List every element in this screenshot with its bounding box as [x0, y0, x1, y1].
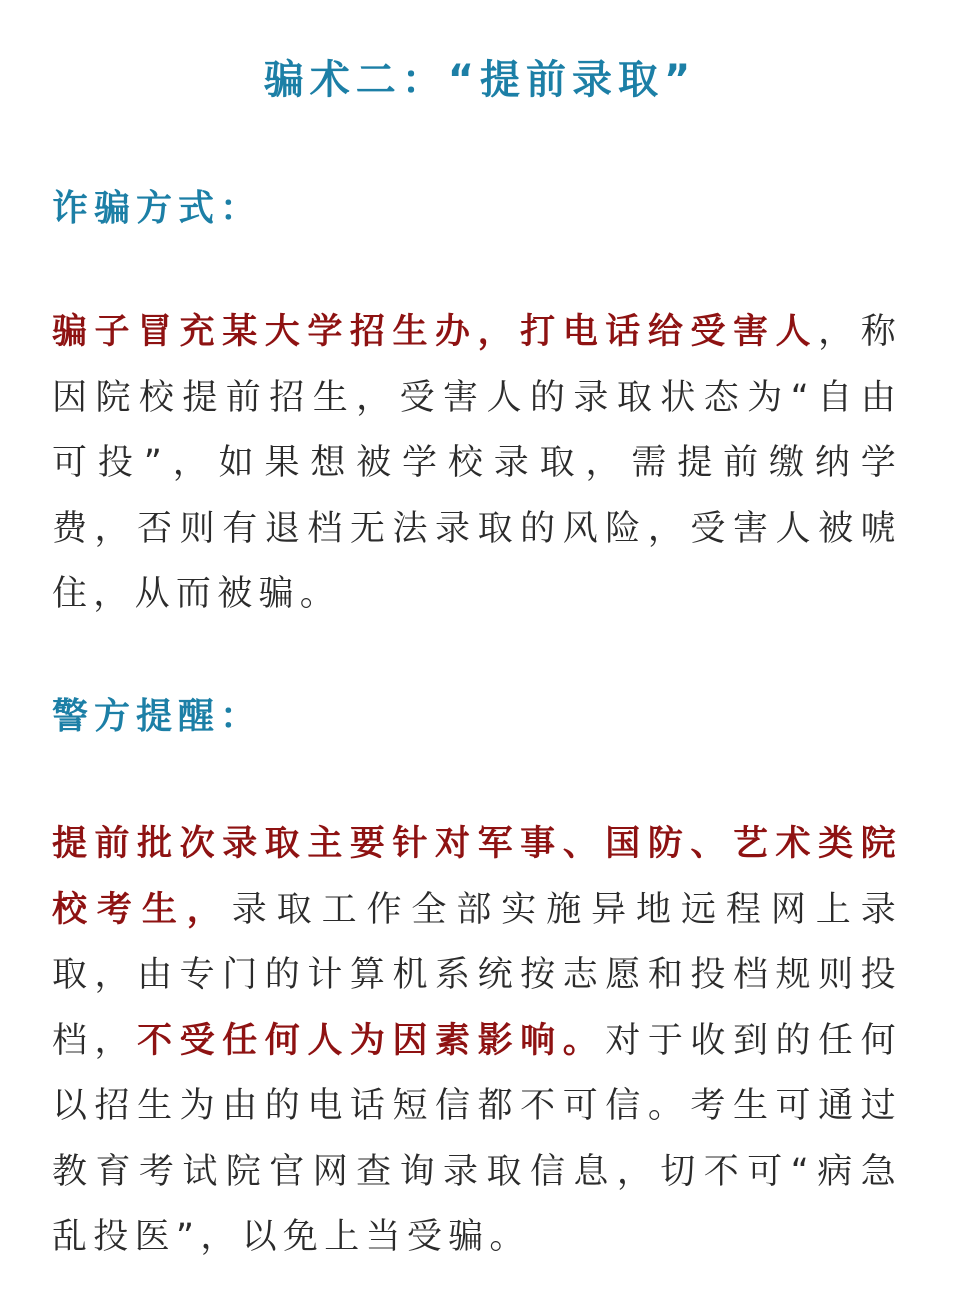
body-text: ，称因院校提前招生，受害人的录取状态为“自由可投”，如果想被学校录取，需提前缴纳学费，否则有退档无法录取的风险，受害人被唬住，从而被骗。 [52, 312, 902, 614]
scam-method-paragraph [52, 300, 902, 628]
police-reminder-paragraph [52, 812, 902, 1271]
body-text: 对于收到的任何以招生为由的电话短信都不可信。考生可通过教育考试院官网查询录取信息，切不可“病急乱投医”，以免上当受骗。 [52, 1020, 902, 1257]
section-heading-police-reminder: 警方提醒： [52, 696, 263, 737]
highlight-text: 骗子冒充某大学招生办，打电话给受害人 [52, 312, 819, 352]
section-heading-scam-method: 诈骗方式： [52, 188, 263, 229]
page-title: 骗术二：“提前录取” [263, 57, 697, 103]
highlight-text: 不受任何人为因素影响。 [137, 1020, 606, 1061]
body-text: 录取工作全部实施异地远程网上录取，由专门的计算机系统按志愿和投档规则投档， [52, 889, 902, 1061]
highlight-text: 提前批次录取主要针对军事、国防、艺术类院校考生， [52, 824, 902, 930]
